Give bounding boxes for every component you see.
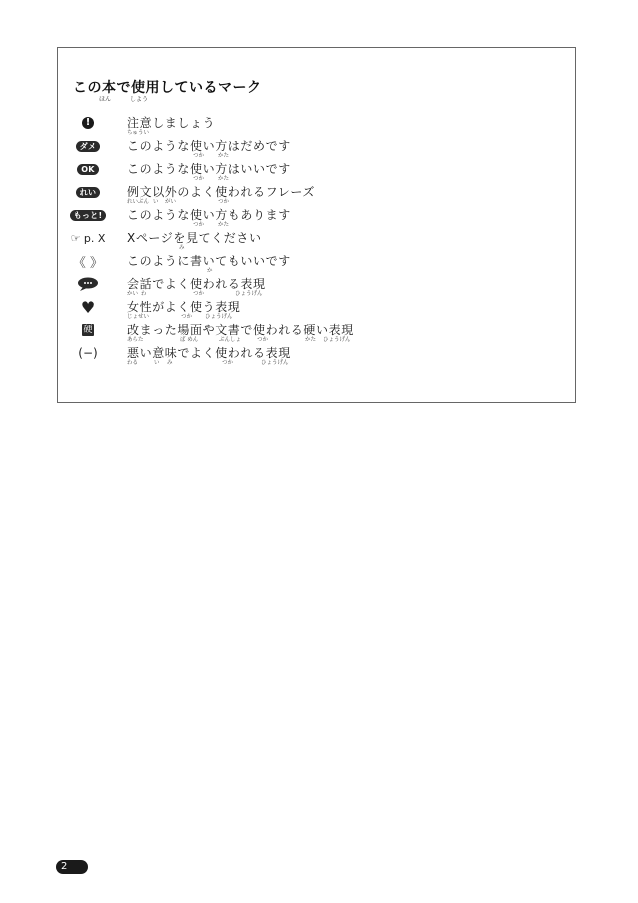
dame-badge-icon: ダメ <box>76 141 101 152</box>
ruby-text: ひょうげん <box>235 291 263 297</box>
ruby-text: つか <box>193 176 205 182</box>
ruby-text: み <box>179 245 185 251</box>
mark-description: 悪い意味でよく使われる表現 <box>127 346 291 360</box>
mark-row-page-ref <box>58 229 577 252</box>
ruby-text: つか <box>222 360 234 366</box>
mark-description: 改まった場面や文書で使われる硬い表現 <box>127 323 354 337</box>
mark-ruby <box>127 335 527 343</box>
motto-badge-icon: もっと! <box>70 210 107 221</box>
mark-row-caution <box>58 114 577 137</box>
mark-ruby <box>127 243 527 251</box>
mark-row-alternative <box>58 252 577 275</box>
mark-ruby <box>127 197 527 205</box>
ruby-text: つか <box>193 291 205 297</box>
ruby-text: ひょうげん <box>323 337 351 343</box>
ruby-text: み <box>167 360 173 366</box>
ruby-text: わる <box>127 360 139 366</box>
mark-ruby <box>127 128 527 136</box>
section-title: この本で使用しているマーク <box>73 80 262 96</box>
mark-ruby <box>127 151 527 159</box>
minus-paren-icon: (−) <box>78 346 98 360</box>
mark-ruby <box>127 312 527 320</box>
ruby-text: か <box>207 268 213 274</box>
mark-description: このような使い方はだめです <box>127 139 291 153</box>
mark-row-dame <box>58 137 577 160</box>
ruby-text: かた <box>305 337 317 343</box>
ruby-text: ちゅうい <box>127 130 150 136</box>
mark-description: このような使い方もあります <box>127 208 291 222</box>
mark-row-formal <box>58 321 577 344</box>
ruby-text: しよう <box>130 96 149 103</box>
ruby-text: つか <box>193 222 205 228</box>
double-angle-brackets-icon: 《 》 <box>72 255 104 271</box>
section-title-ruby <box>73 94 273 102</box>
caution-icon: ! <box>82 117 94 129</box>
mark-ruby <box>127 358 527 366</box>
ruby-text: つか <box>257 337 269 343</box>
mark-ruby <box>127 220 527 228</box>
mark-row-feminine <box>58 298 577 321</box>
ruby-text: つか <box>181 314 193 320</box>
mark-row-rei <box>58 183 577 206</box>
mark-description: 注意しましょう <box>127 116 216 130</box>
ruby-text: つか <box>193 153 205 159</box>
ruby-text: ぶんしょ <box>219 337 242 343</box>
mark-description: Xページを見てください <box>127 231 262 245</box>
mark-description: 会話でよく使われる表現 <box>127 277 266 291</box>
ruby-text: ひょうげん <box>205 314 233 320</box>
mark-description: 女性がよく使う表現 <box>127 300 241 314</box>
rei-badge-icon: れい <box>76 187 101 198</box>
mark-ruby <box>127 289 527 297</box>
ruby-text: ば めん <box>180 337 199 343</box>
ruby-text: つか <box>218 199 230 205</box>
mark-row-conversation <box>58 275 577 298</box>
ruby-text: じょせい <box>127 314 150 320</box>
ruby-text: がい <box>165 199 177 205</box>
mark-row-negative <box>58 344 577 367</box>
speech-bubble-icon <box>77 277 99 291</box>
ruby-text: ひょうげん <box>261 360 289 366</box>
ok-badge-icon: OK <box>77 164 99 175</box>
ruby-text: い <box>154 360 160 366</box>
ruby-text: かい <box>127 291 139 297</box>
ruby-text: い <box>153 199 159 205</box>
ruby-text: かた <box>218 222 230 228</box>
mark-description: このように書いてもいいです <box>127 254 291 268</box>
mark-row-ok <box>58 160 577 183</box>
ruby-text: かた <box>218 153 230 159</box>
mark-description: このような使い方はいいです <box>127 162 291 176</box>
ruby-text: あらた <box>127 337 144 343</box>
heart-icon: ♥ <box>80 297 96 317</box>
mark-ruby <box>127 174 527 182</box>
mark-ruby <box>127 266 527 274</box>
page-number-badge: 2 <box>56 860 88 874</box>
ruby-text: わ <box>141 291 147 297</box>
pointing-hand-icon: ☞ p. X <box>70 231 106 245</box>
hard-kanji-icon: 硬 <box>83 325 93 335</box>
ruby-text: れいぶん <box>127 199 150 205</box>
mark-row-motto <box>58 206 577 229</box>
marks-legend-box <box>57 47 576 403</box>
ruby-text: かた <box>218 176 230 182</box>
ruby-text: ほん <box>99 96 112 103</box>
mark-description: 例文以外のよく使われるフレーズ <box>127 185 315 199</box>
